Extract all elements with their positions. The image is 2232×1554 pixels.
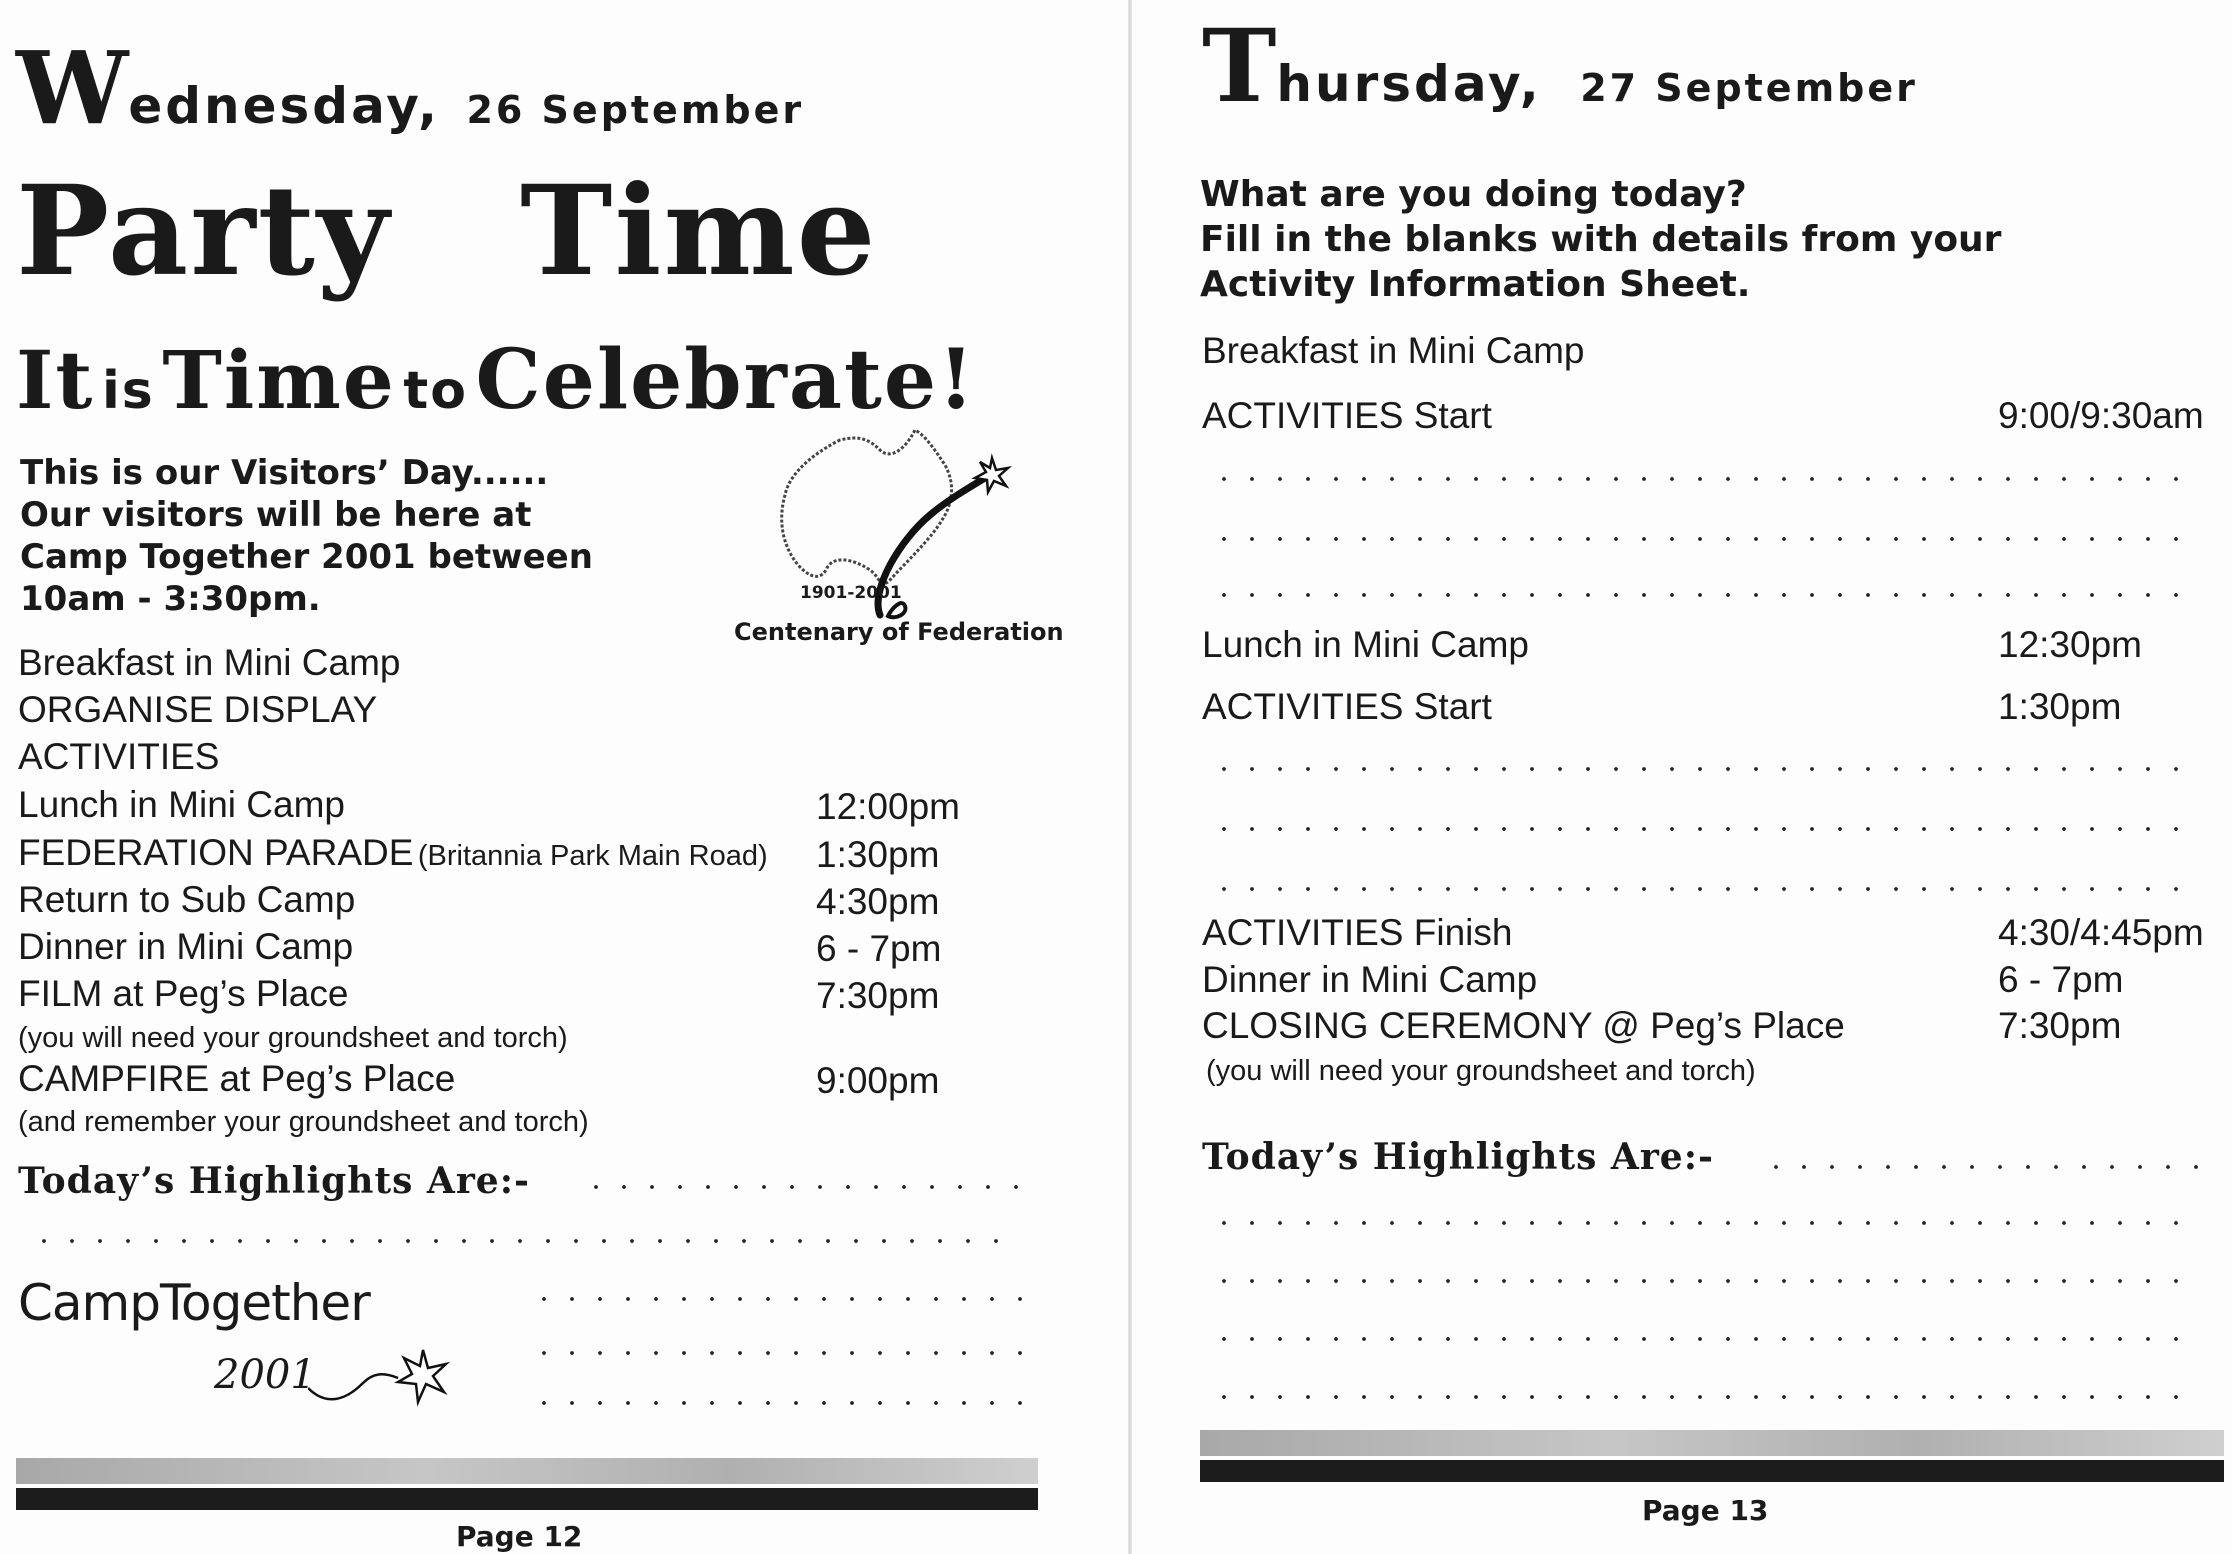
day-heading-wednesday <box>16 29 805 147</box>
schedule-note: (and remember your groundsheet and torch) <box>18 1106 589 1138</box>
schedule-detail: (Britannia Park Main Road) <box>417 840 768 872</box>
highlight-blank-line <box>1210 1336 2200 1342</box>
highlight-blank-line <box>530 1350 1022 1356</box>
day-heading-thursday <box>1202 7 1918 125</box>
intro-line: Our visitors will be here at <box>20 495 532 535</box>
day-initial: T <box>1202 7 1277 125</box>
activity-blank-line <box>1210 826 2200 832</box>
schedule-time: 4:30/4:45pm <box>1998 912 2204 953</box>
footer-grey-bar <box>1200 1430 2224 1456</box>
schedule-row: Lunch in Mini Camp <box>18 784 345 825</box>
prompt-line: Activity Information Sheet. <box>1200 264 1751 305</box>
day-name: hursday, <box>1276 55 1542 113</box>
schedule-time: 9:00pm <box>816 1060 940 1101</box>
highlight-blank-line <box>582 1184 1022 1190</box>
highlights-title: Today’s Highlights Are:- <box>1202 1136 1714 1178</box>
highlight-blank-line <box>1210 1394 2200 1400</box>
schedule-time: 1:30pm <box>816 834 940 875</box>
schedule-row: Breakfast in Mini Camp <box>1202 330 1585 371</box>
activity-blank-line <box>1210 592 2200 598</box>
schedule-row: CLOSING CEREMONY @ Peg’s Place <box>1202 1005 1845 1046</box>
page-13 <box>1132 0 2232 1554</box>
activity-blank-line <box>1210 536 2200 542</box>
schedule-row: CAMPFIRE at Peg’s Place <box>18 1058 456 1099</box>
schedule-row: ACTIVITIES Start <box>1202 395 1492 436</box>
highlights-title: Today’s Highlights Are:- <box>18 1160 530 1202</box>
schedule-row: Lunch in Mini Camp <box>1202 624 1529 665</box>
day-date: 26 September <box>466 88 805 132</box>
schedule-row <box>18 832 768 874</box>
highlight-blank-line <box>530 1296 1022 1302</box>
highlight-blank-line <box>1210 1278 2200 1284</box>
day-date: 27 September <box>1580 66 1918 110</box>
schedule-row: Dinner in Mini Camp <box>18 926 354 967</box>
schedule-time: 4:30pm <box>816 881 940 922</box>
schedule-time: 6 - 7pm <box>816 928 942 969</box>
footer-black-bar <box>1200 1460 2224 1482</box>
prompt-line: Fill in the blanks with details from your <box>1200 219 2002 260</box>
footer-black-bar <box>16 1488 1038 1510</box>
schedule-time: 12:30pm <box>1998 624 2142 665</box>
intro-line: Camp Together 2001 between <box>20 537 593 577</box>
schedule-row: ORGANISE DISPLAY <box>18 689 378 730</box>
highlight-blank-line <box>1762 1164 2200 1170</box>
party-time-title <box>16 159 878 304</box>
schedule-time: 12:00pm <box>816 786 960 827</box>
schedule-time: 6 - 7pm <box>1998 959 2124 1000</box>
page-number: Page 12 <box>456 1520 583 1553</box>
highlight-blank-line <box>30 1238 1022 1244</box>
camp-together-logo <box>18 1270 468 1420</box>
schedule-row: Dinner in Mini Camp <box>1202 959 1538 1000</box>
schedule-activity: FEDERATION PARADE <box>18 832 414 873</box>
schedule-time: 1:30pm <box>1998 686 2122 727</box>
intro-line: 10am - 3:30pm. <box>20 579 321 619</box>
schedule-time: 9:00/9:30am <box>1998 395 2204 436</box>
intro-line: This is our Visitors’ Day...... <box>20 453 549 493</box>
highlight-blank-line <box>530 1400 1022 1406</box>
time-word: Time <box>520 159 878 304</box>
schedule-row: Return to Sub Camp <box>18 879 356 920</box>
time-word-2: Time <box>162 333 396 427</box>
federation-logo <box>730 420 1064 660</box>
party-word: Party <box>16 159 391 304</box>
camp-together-year: 2001 <box>214 1352 316 1398</box>
to-word: to <box>403 361 468 421</box>
it-word: It <box>16 333 95 427</box>
activity-blank-line <box>1210 476 2200 482</box>
highlight-blank-line <box>1210 1220 2200 1226</box>
is-word: is <box>101 361 155 421</box>
schedule-row: FILM at Peg’s Place <box>18 973 349 1014</box>
schedule-note: (you will need your groundsheet and torch) <box>1206 1055 1756 1087</box>
schedule-row: ACTIVITIES Start <box>1202 686 1492 727</box>
schedule-time: 7:30pm <box>816 975 940 1016</box>
camp-together-name: CampTogether <box>18 1274 370 1332</box>
page-number: Page 13 <box>1642 1494 1769 1527</box>
fill-in-prompt <box>1200 172 2001 307</box>
activity-blank-line <box>1210 886 2200 892</box>
schedule-row: Breakfast in Mini Camp <box>18 642 401 683</box>
prompt-line: What are you doing today? <box>1200 174 1747 215</box>
schedule-row: ACTIVITIES <box>18 736 220 777</box>
federation-caption: Centenary of Federation <box>734 618 1064 646</box>
shooting-star-icon <box>308 1338 468 1418</box>
activity-blank-line <box>1210 766 2200 772</box>
visitors-day-intro <box>20 452 593 620</box>
schedule-note: (you will need your groundsheet and torch) <box>18 1022 568 1054</box>
federation-years: 1901-2001 <box>800 583 902 603</box>
day-name: ednesday, <box>128 77 440 135</box>
schedule-time: 7:30pm <box>1998 1005 2122 1046</box>
exclamation-mark: ! <box>938 332 977 428</box>
day-initial: W <box>16 29 129 147</box>
celebrate-word: Celebrate <box>475 332 939 428</box>
schedule-row: ACTIVITIES Finish <box>1202 912 1513 953</box>
footer-grey-bar <box>16 1458 1038 1484</box>
